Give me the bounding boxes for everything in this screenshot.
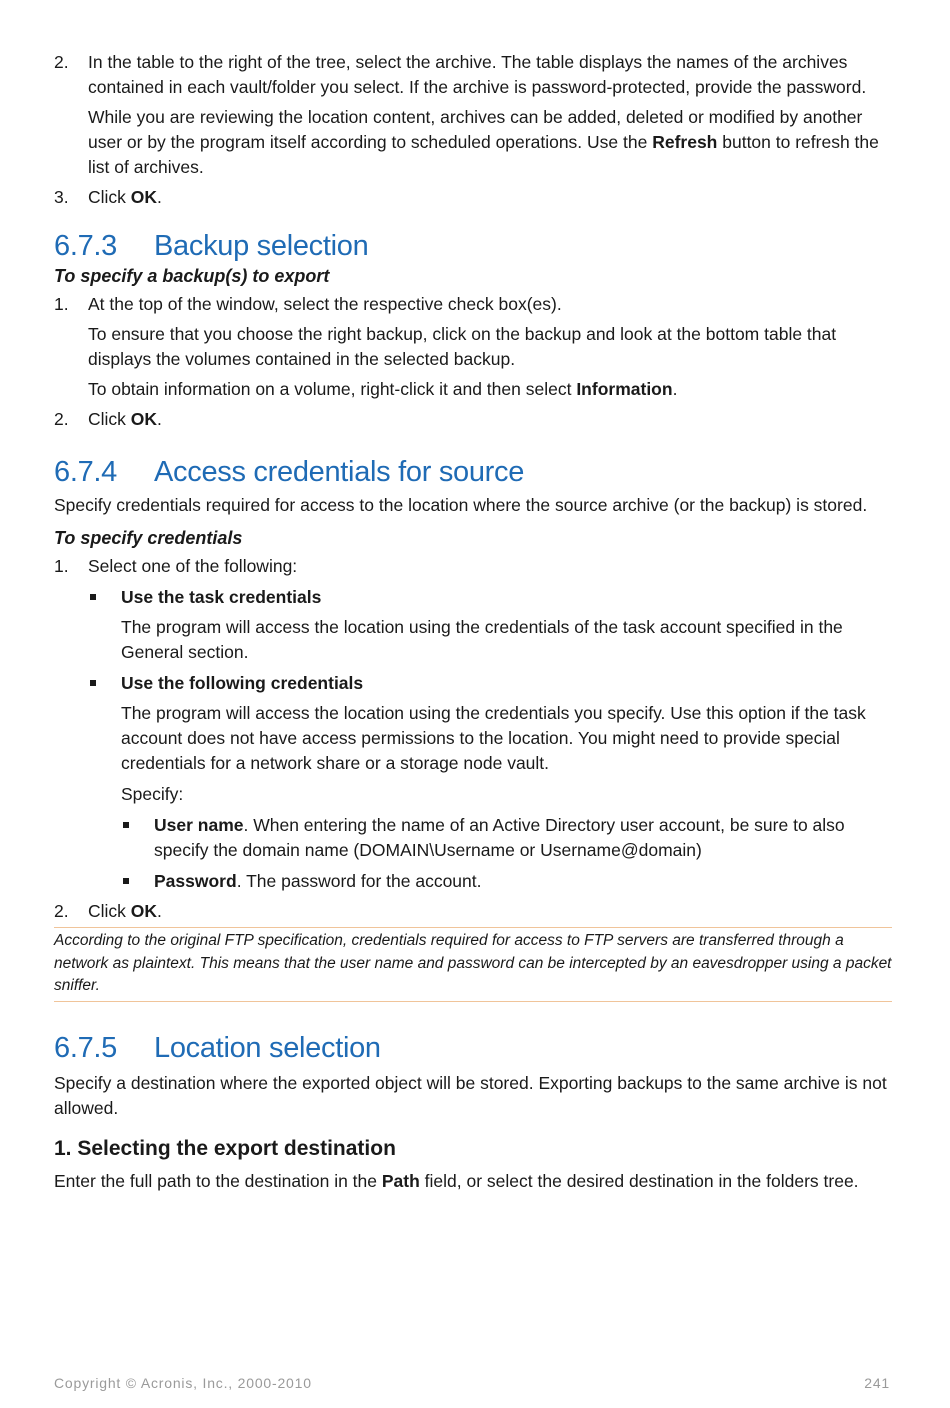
option-following-credentials: Use the following credentials [54, 671, 892, 696]
refresh-label: Refresh [652, 132, 718, 152]
step-2-top [54, 50, 892, 100]
destination-paragraph: Enter the full path to the destination in the Path field, or select the desired destination in the folders tree. [54, 1170, 859, 1191]
section-heading-location-selection: 6.7.5 Location selection [54, 1031, 381, 1064]
document-page [54, 50, 892, 1194]
subsection-heading: 1. Selecting the export destination [54, 1136, 396, 1160]
refresh-note: While you are reviewing the location content, archives can be added, deleted or modified by another user or by the program itself according to scheduled operations. Use the Refresh button to refresh the list of archives. [88, 107, 879, 177]
copyright-text: Copyright © Acronis, Inc., 2000-2010 [54, 1375, 312, 1391]
procedure-title: To specify credentials [54, 528, 243, 548]
step-1-paragraph: To ensure that you choose the right backup, click on the backup and look at the bottom table that displays the volumes contained in the selected backup. [88, 324, 837, 369]
bullet-icon [123, 822, 129, 828]
step-number: 2. [54, 52, 69, 72]
option-description: The program will access the location using the credentials of the task account specified in the General section. [121, 617, 843, 662]
option-description: The program will access the location using the credentials you specify. Use this option if the task account does not have access permissions to the location. You might need to provide special credentials for a network share or a storage node vault. [121, 703, 866, 773]
step-2: 2. Click OK. [54, 409, 162, 429]
section-intro: Specify credentials required for access to the location where the source archive (or the backup) is stored. [54, 495, 868, 515]
step-1: 1. At the top of the window, select the respective check box(es). [54, 294, 562, 314]
page-footer [54, 1375, 890, 1391]
step-1-paragraph: To obtain information on a volume, right-click it and then select Information. [88, 379, 678, 399]
bullet-icon [123, 878, 129, 884]
step-3-top: 3. Click OK. [54, 185, 892, 210]
section-heading-backup-selection: 6.7.3 Backup selection [54, 230, 369, 262]
specify-label: Specify: [121, 784, 184, 804]
section-heading-access-credentials: 6.7.4 Access credentials for source [54, 456, 525, 488]
step-number: 3. [54, 187, 69, 207]
section-intro: Specify a destination where the exported object will be stored. Exporting backups to the same archive is not allowed. [54, 1072, 887, 1118]
bullet-icon [90, 680, 96, 686]
option-task-credentials: Use the task credentials [54, 585, 892, 610]
step-1: 1. Select one of the following: [54, 556, 298, 576]
step-2: 2. Click OK. [54, 901, 162, 921]
ftp-security-note: According to the original FTP specification, credentials required for access to FTP servers are transferred through a network as plaintext. This means that the user name and password can be intercepted by an eavesdropper using a packet sniffer. [54, 927, 892, 1002]
page-number: 241 [864, 1375, 890, 1391]
bullet-icon [90, 594, 96, 600]
procedure-title: To specify a backup(s) to export [54, 266, 330, 286]
field-user-name: User name. When entering the name of an Active Directory user account, be sure to also specify the domain name (DOMAIN\Username or Username@domain) [54, 813, 892, 863]
field-password: Password. The password for the account. [54, 869, 892, 894]
step-text: In the table to the right of the tree, select the archive. The table displays the names of the archives contained in each vault/folder you select. If the archive is password-protected, provide the password. [88, 52, 867, 97]
